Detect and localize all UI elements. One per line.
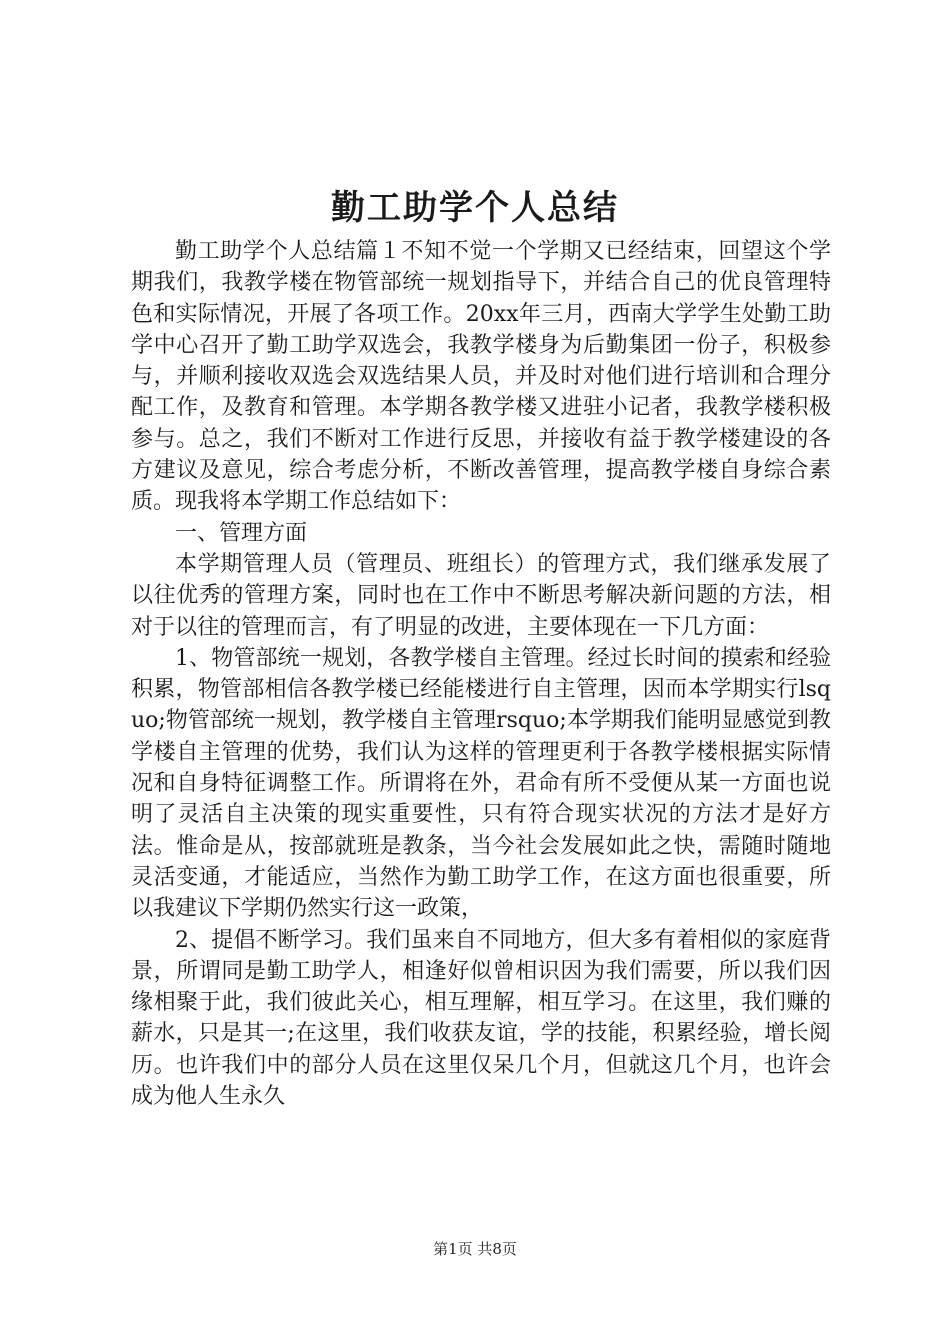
document-title: 勤工助学个人总结	[331, 188, 619, 228]
page-footer: 第1页 共8页	[433, 1240, 517, 1258]
section-heading-management: 一、管理方面	[175, 520, 308, 546]
paragraph-management-overview: 本学期管理人员（管理员、班组长）的管理方式，我们继承发展了以往优秀的管理方案，同时也在工作中不断思考解决新问题的方法，相对于以往的管理而言，有了明显的改进，主要体现在一下几方面：	[131, 551, 831, 640]
document-body	[131, 236, 831, 1112]
paragraph-intro: 勤工助学个人总结篇１不知不觉一个学期又已经结束，回望这个学期我们，我教学楼在物管部统一规划指导下，并结合自己的优良管理特色和实际情况，开展了各项工作。20xx年三月，西南大学学生处勤工助学中心召开了勤工助学双选会，我教学楼身为后勤集团一份子，积极参与，并顺利接收双选会双选结果人员，并及时对他们进行培训和合理分配工作，及教育和管理。本学期各教学楼又进驻小记者，我教学楼积极参与。总之，我们不断对工作进行反思，并接收有益于教学楼建设的各方建议及意见，综合考虑分析，不断改善管理，提高教学楼自身综合素质。现我将本学期工作总结如下：	[131, 239, 831, 515]
paragraph-point-2: 2、提倡不断学习。我们虽来自不同地方，但大多有着相似的家庭背景，所谓同是勤工助学人，相逢好似曾相识因为我们需要，所以我们因缘相聚于此，我们彼此关心，相互理解，相互学习。在这里，我们赚的薪水，只是其一;在这里，我们收获友谊，学的技能，积累经验，增长阅历。也许我们中的部分人员在这里仅呆几个月，但就这几个月，也许会成为他人生永久	[131, 927, 831, 1110]
paragraph-point-1: 1、物管部统一规划，各教学楼自主管理。经过长时间的摸索和经验积累，物管部相信各教学楼已经能楼进行自主管理，因而本学期实行lsquo;物管部统一规划，教学楼自主管理rsquo;本学期我们能明显感觉到教学楼自主管理的优势，我们认为这样的管理更利于各教学楼根据实际情况和自身特征调整工作。所谓将在外，君命有所不受便从某一方面也说明了灵活自主决策的现实重要性，只有符合现实状况的方法才是好方法。惟命是从，按部就班是教条，当今社会发展如此之快，需随时随地灵活变通，才能适应，当然作为勤工助学工作，在这方面也很重要，所以我建议下学期仍然实行这一政策，	[131, 645, 831, 922]
